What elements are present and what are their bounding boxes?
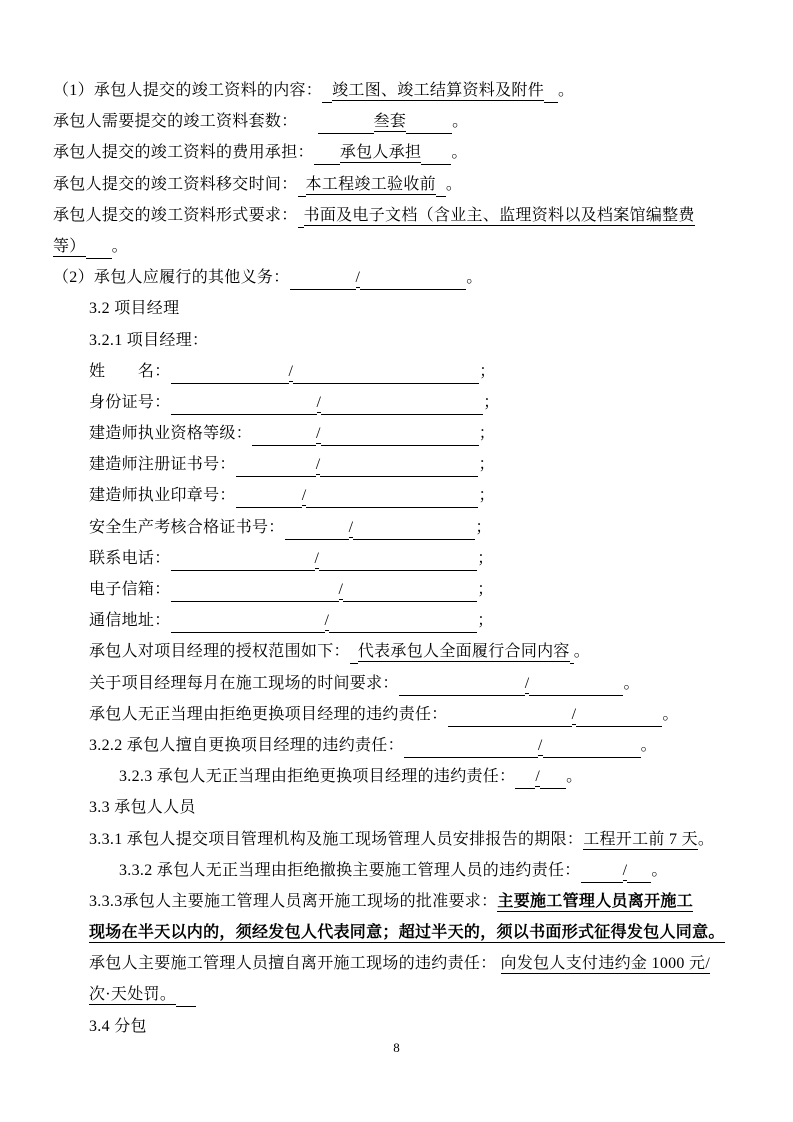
blank-underline — [290, 268, 356, 290]
document-line — [53, 106, 753, 137]
label-text: ； — [477, 581, 494, 598]
filled-blank-value: 次·天处罚。 — [89, 986, 177, 1004]
label-text: 。 — [651, 861, 668, 879]
filled-blank-value: 叁套 — [373, 113, 407, 131]
label-text: 。 — [451, 144, 468, 162]
document-line — [119, 761, 753, 792]
blank-underline — [306, 486, 478, 508]
blank-slash: / — [622, 861, 628, 879]
blank-underline — [171, 611, 325, 633]
label-text: ； — [477, 612, 494, 630]
label-text: 安全生产考核合格证书号： — [89, 518, 285, 536]
blank-underline — [321, 393, 483, 415]
label-text: 3.2.1 项目经理： — [89, 331, 209, 349]
filled-blank-value: 承包人承担 — [339, 144, 422, 162]
label-text: ； — [477, 549, 494, 567]
label-text: 建造师执业印章号： — [89, 487, 236, 505]
blank-underline — [171, 580, 339, 602]
blank-slash: / — [338, 581, 344, 598]
blank-underline — [543, 736, 641, 758]
blank-slash: / — [315, 456, 321, 474]
blank-underline — [627, 861, 651, 883]
document-line — [119, 855, 753, 886]
blank-underline — [318, 112, 374, 134]
label-text: 。 — [558, 82, 575, 99]
document-line — [89, 325, 753, 356]
blank-underline — [86, 237, 112, 259]
page-number: 8 — [393, 1040, 400, 1055]
document-line — [89, 668, 753, 699]
blank-underline — [171, 362, 289, 384]
blank-underline — [293, 362, 479, 384]
label-text: 承包人提交的竣工资料形式要求： — [53, 206, 298, 224]
document-line — [89, 917, 753, 948]
document-line — [53, 137, 753, 168]
blank-space — [497, 954, 501, 974]
blank-underline — [529, 674, 623, 696]
label-text: 3.4 分包 — [89, 1017, 147, 1035]
filled-blank-value: 现场在半天以内的，须经发包人代表同意；超过半天的，须以书面形式征得发包人同意。 — [89, 924, 725, 942]
blank-slash: / — [537, 736, 543, 754]
blank-underline — [399, 674, 525, 696]
label-text: ； — [479, 362, 496, 380]
blank-underline — [236, 455, 316, 477]
blank-underline — [360, 268, 466, 290]
filled-blank-value: 代表承包人全面履行合同内容 — [357, 643, 570, 661]
label-text: 。 — [640, 736, 657, 754]
label-text: 3.3 承包人人员 — [89, 799, 196, 817]
blank-underline — [353, 518, 475, 540]
filled-blank-value: 等） — [53, 237, 86, 255]
label-text: 承包人提交的竣工资料的费用承担： — [53, 144, 314, 162]
document-line — [53, 169, 753, 200]
document-line — [53, 262, 753, 293]
blank-underline — [171, 549, 315, 571]
blank-slash: / — [535, 768, 541, 786]
label-text: 3.3.1 承包人提交项目管理机构及施工现场管理人员安排报告的期限： — [89, 830, 584, 848]
blank-slash: / — [355, 269, 361, 287]
label-text: 。 — [111, 237, 128, 255]
label-text: 建造师注册证书号： — [89, 456, 236, 474]
filled-blank-value: 竣工图、竣工结算资料及附件 — [332, 82, 545, 99]
blank-underline — [329, 611, 477, 633]
blank-underline — [406, 112, 452, 134]
label-text: 身份证号： — [89, 393, 171, 411]
blank-slash: / — [524, 674, 530, 692]
document-line — [89, 480, 753, 511]
blank-underline — [322, 81, 332, 103]
label-text: （1）承包人提交的竣工资料的内容： — [53, 82, 323, 99]
label-text: 承包人无正当理由拒绝更换项目经理的违约责任： — [89, 705, 448, 723]
document-line — [89, 605, 753, 636]
blank-underline — [236, 486, 302, 508]
blank-underline — [540, 767, 566, 789]
document-line — [89, 699, 753, 730]
document-content — [53, 75, 753, 1042]
blank-underline — [448, 705, 572, 727]
filled-blank-value: 本工程竣工验收前 — [305, 175, 436, 193]
blank-underline — [319, 549, 477, 571]
label-text: ； — [475, 518, 492, 536]
label-text: 关于项目经理每月在施工现场的时间要求： — [89, 674, 399, 692]
document-line — [89, 574, 753, 605]
blank-underline — [421, 143, 451, 165]
label-text: 3.3.2 承包人无正当理由拒绝撤换主要施工管理人员的违约责任： — [119, 861, 581, 879]
label-text: ； — [483, 393, 500, 411]
label-text: 通信地址： — [89, 612, 171, 630]
document-line — [53, 200, 753, 231]
blank-slash: / — [324, 612, 330, 630]
blank-underline — [515, 767, 535, 789]
document-line — [89, 449, 753, 480]
document-line — [89, 512, 753, 543]
document-line — [89, 948, 753, 979]
document-line — [53, 231, 753, 262]
label-text: 3.2 项目经理 — [89, 300, 180, 318]
label-text: 。 — [466, 269, 483, 287]
label-text: ； — [478, 487, 495, 505]
blank-underline — [404, 736, 538, 758]
filled-blank-value: 主要施工管理人员离开施工 — [497, 892, 694, 910]
label-text: 承包人提交的竣工资料移交时间： — [53, 175, 298, 193]
document-line — [89, 387, 753, 418]
blank-underline — [176, 985, 196, 1007]
filled-blank-value: 向发包人支付违约金 1000 元/ — [500, 955, 711, 973]
label-text: 。 — [445, 175, 463, 193]
blank-underline — [298, 175, 306, 197]
document-line — [89, 886, 753, 917]
label-text: 3.3.3承包人主要施工管理人员离开施工现场的批准要求： — [89, 892, 498, 910]
blank-underline — [285, 518, 349, 540]
label-text: 。 — [452, 113, 469, 131]
blank-underline — [576, 705, 662, 727]
blank-slash: / — [288, 362, 294, 380]
document-line — [89, 730, 753, 761]
document-line — [89, 356, 753, 387]
document-line — [89, 293, 753, 324]
document-line — [89, 636, 753, 667]
blank-slash: / — [571, 705, 577, 723]
blank-underline — [436, 175, 446, 197]
blank-underline — [350, 642, 358, 664]
document-line — [89, 543, 753, 574]
label-text: 联系电话： — [89, 549, 171, 567]
label-text: 。 — [573, 643, 591, 661]
blank-slash: / — [316, 425, 321, 443]
label-text: 承包人对项目经理的授权范围如下： — [89, 643, 350, 661]
label-text: 建造师执业资格等级： — [89, 425, 253, 443]
blank-underline — [544, 81, 558, 103]
blank-space — [298, 112, 318, 132]
label-text: 电子信箱： — [89, 581, 171, 598]
label-text: 。 — [623, 674, 640, 692]
document-line — [89, 792, 753, 823]
blank-slash: / — [314, 549, 320, 567]
blank-underline — [298, 206, 304, 228]
blank-underline — [320, 455, 478, 477]
label-text: 。 — [566, 768, 583, 786]
label-text: 3.2.3 承包人无正当理由拒绝更换项目经理的违约责任： — [119, 768, 516, 786]
document-line — [89, 824, 753, 855]
label-text: 姓 名： — [89, 362, 171, 380]
blank-slash: / — [348, 518, 354, 536]
label-text: 承包人需要提交的竣工资料套数： — [53, 113, 298, 131]
filled-blank-value: 工程开工前 7 天 — [583, 830, 698, 848]
blank-underline — [581, 861, 623, 883]
blank-underline — [343, 580, 477, 602]
blank-slash: / — [301, 487, 307, 505]
blank-underline — [252, 424, 316, 446]
filled-blank-value: 书面及电子文档（含业主、监理资料以及档案馆编整费 — [303, 206, 695, 224]
document-line — [53, 75, 753, 106]
blank-underline — [171, 393, 317, 415]
document-line — [89, 979, 753, 1010]
label-text: 3.2.2 承包人擅自更换项目经理的违约责任： — [89, 736, 404, 754]
label-text: 。 — [662, 705, 679, 723]
label-text: ； — [478, 425, 496, 443]
blank-underline — [314, 143, 340, 165]
label-text: 。 — [697, 830, 715, 848]
label-text: ； — [478, 456, 495, 474]
blank-slash: / — [316, 393, 322, 411]
document-line — [89, 418, 753, 449]
blank-underline — [321, 424, 479, 446]
label-text: 承包人主要施工管理人员擅自离开施工现场的违约责任： — [89, 955, 497, 973]
label-text: （2）承包人应履行的其他义务： — [53, 269, 290, 287]
